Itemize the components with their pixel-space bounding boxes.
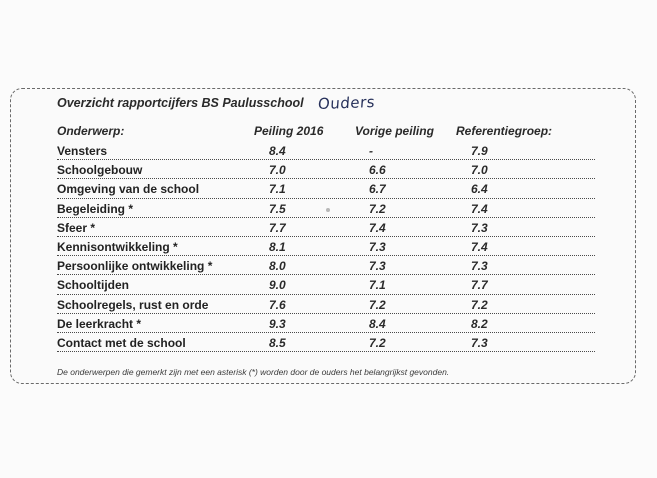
table-row	[57, 275, 595, 294]
row-reference-score: 7.0	[471, 163, 488, 178]
table-row	[57, 141, 595, 160]
row-current-score: 8.0	[269, 259, 286, 274]
scan-speck	[326, 208, 330, 212]
row-reference-score: 6.4	[471, 182, 488, 197]
row-current-score: 7.1	[269, 182, 286, 197]
row-previous-score: 7.2	[369, 335, 386, 350]
row-current-score: 7.6	[269, 297, 286, 312]
row-reference-score: 7.3	[471, 335, 488, 350]
row-previous-score: 6.6	[369, 163, 386, 178]
row-previous-score: 7.3	[369, 239, 386, 254]
row-reference-score: 7.4	[471, 239, 488, 254]
row-subject: Vensters	[57, 144, 108, 158]
column-header-previous: Vorige peiling	[355, 124, 434, 138]
row-reference-score: 7.4	[471, 201, 488, 216]
row-subject: Schoolregels, rust en orde	[57, 297, 209, 312]
row-subject: Schoolgebouw	[57, 163, 143, 178]
row-subject: Schooltijden	[57, 278, 129, 293]
row-reference-score: 7.3	[471, 259, 488, 274]
row-current-score: 7.7	[269, 220, 286, 235]
row-current-score: 9.0	[269, 278, 286, 293]
row-current-score: 9.3	[269, 316, 286, 331]
footnote: De onderwerpen die gemerkt zijn met een asterisk (*) worden door de ouders het belangrijkst gevonden.	[57, 367, 450, 377]
table-row	[57, 314, 595, 333]
row-current-score: 7.0	[269, 163, 286, 178]
table-row	[57, 295, 595, 314]
table-row	[57, 160, 595, 179]
table-row	[57, 179, 595, 198]
row-current-score: 8.1	[269, 239, 286, 254]
row-current-score: 7.5	[269, 201, 286, 216]
row-subject: Kennisontwikkeling *	[57, 239, 178, 254]
row-previous-score: -	[369, 144, 373, 158]
row-reference-score: 8.2	[471, 316, 488, 331]
row-previous-score: 7.3	[369, 259, 386, 274]
table-row	[57, 256, 595, 275]
row-reference-score: 7.3	[471, 220, 488, 235]
column-header-reference: Referentiegroep:	[456, 124, 553, 138]
table-header	[57, 122, 607, 140]
row-subject: Omgeving van de school	[57, 182, 200, 197]
row-reference-score: 7.7	[471, 278, 488, 293]
scores-table	[57, 141, 595, 352]
row-subject: Contact met de school	[57, 335, 186, 350]
row-previous-score: 7.4	[369, 220, 386, 235]
table-row	[57, 237, 595, 256]
row-previous-score: 6.7	[369, 182, 386, 197]
row-subject: Begeleiding *	[57, 201, 134, 216]
row-subject: Sfeer *	[57, 220, 96, 235]
row-previous-score: 7.2	[369, 201, 386, 216]
page-title: Overzicht rapportcijfers BS Paulusschool	[57, 96, 304, 110]
row-subject: Persoonlijke ontwikkeling *	[57, 259, 213, 274]
table-row	[57, 333, 595, 352]
row-previous-score: 7.2	[369, 297, 386, 312]
column-header-subject: Onderwerp:	[57, 124, 125, 138]
row-previous-score: 8.4	[369, 316, 386, 331]
handwritten-note: Ouders	[316, 92, 376, 114]
title-row	[57, 92, 375, 114]
row-current-score: 8.5	[269, 335, 286, 350]
row-reference-score: 7.9	[471, 144, 488, 158]
row-subject: De leerkracht *	[57, 316, 142, 331]
column-header-current: Peiling 2016	[254, 124, 324, 138]
row-previous-score: 7.1	[369, 278, 386, 293]
row-reference-score: 7.2	[471, 297, 488, 312]
row-current-score: 8.4	[269, 144, 286, 158]
table-row	[57, 218, 595, 237]
